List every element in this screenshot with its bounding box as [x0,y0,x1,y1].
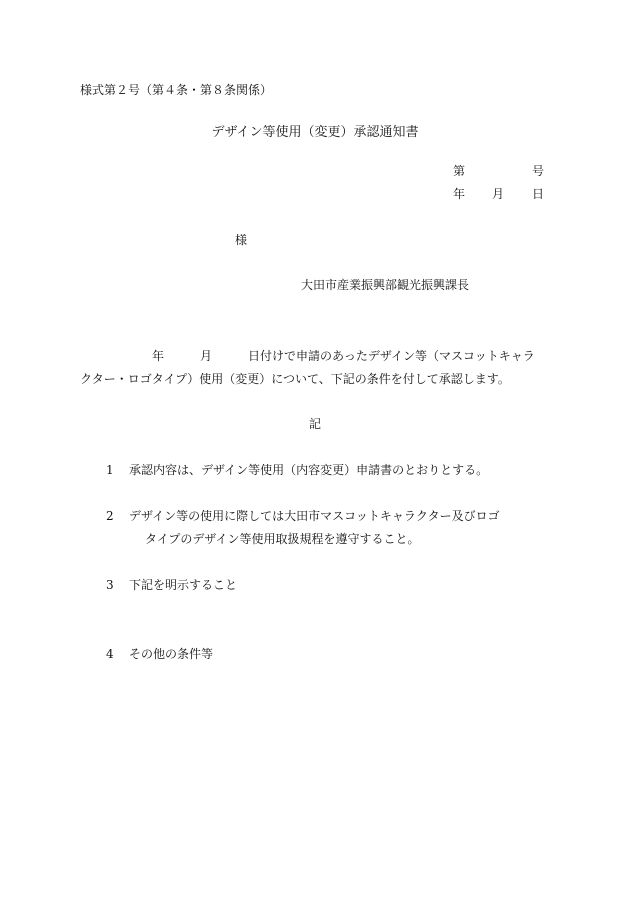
issuer-name: 大田市産業振興部観光振興課長 [301,278,470,292]
item-4-number: 4 [106,647,114,661]
document-title: デザイン等使用（変更）承認通知書 [211,125,419,140]
body-text-line-2: クター・ロゴタイプ）使用（変更）について、下記の条件を付して承認します。 [80,372,510,386]
item-3-text: 下記を明示すること [129,578,238,592]
item-2-text-line-2: タイプのデザイン等使用取扱規程を遵守すること。 [145,532,420,546]
item-1-number: 1 [106,463,114,477]
item-3-number: 3 [106,578,114,592]
addressee-honorific: 様 [235,233,248,247]
date-day-label: 日 [532,187,545,201]
item-2-text-line-1: デザイン等の使用に際しては大田市マスコットキャラクター及びロゴ [129,509,500,523]
item-1-text: 承認内容は、デザイン等使用（内容変更）申請書のとおりとする。 [129,463,489,477]
ki-heading: 記 [308,417,321,431]
body-text-line-1: 年 月 日付けで申請のあったデザイン等（マスコットキャラ [80,349,535,363]
doc-number-suffix: 号 [532,164,545,178]
date-year-label: 年 [453,187,466,201]
form-number: 様式第２号（第４条・第８条関係） [80,83,273,97]
doc-number-prefix: 第 [453,164,466,178]
item-4-text: その他の条件等 [129,647,214,661]
date-month-label: 月 [492,187,505,201]
item-2-number: 2 [106,509,114,523]
